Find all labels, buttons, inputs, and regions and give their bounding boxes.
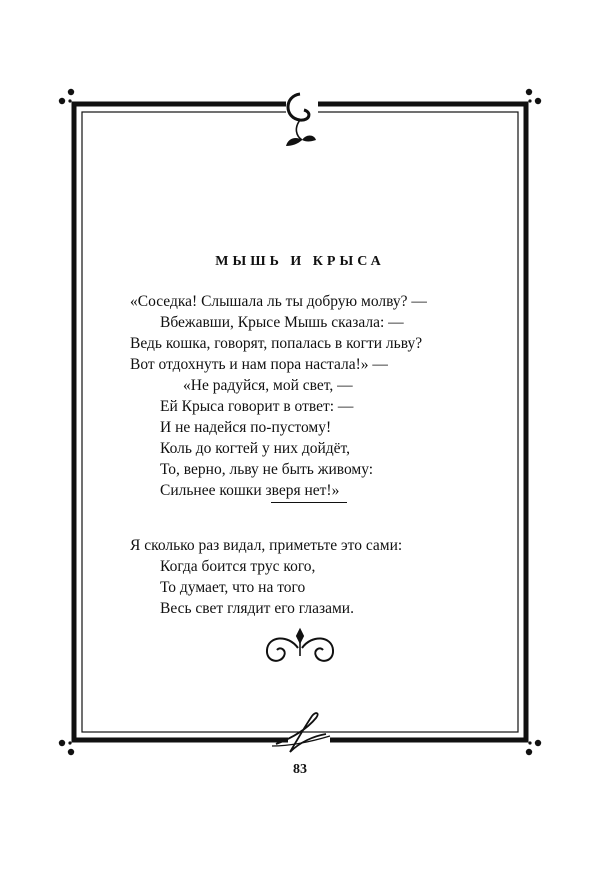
- page-number: 83: [293, 762, 307, 777]
- poem-line: Сильнее кошки зверя нет!»: [160, 482, 340, 499]
- scroll-flourish-icon: [286, 94, 318, 146]
- poem-line: «Соседка! Слышала ль ты добрую молву? —: [130, 293, 427, 310]
- poem-line: «Не радуйся, мой свет, —: [183, 377, 353, 394]
- poem-line: Ведь кошка, говорят, попалась в когти льву?: [130, 335, 423, 352]
- moral-line: Весь свет глядит его глазами.: [160, 600, 354, 617]
- heart-flourish-icon: [267, 630, 333, 661]
- poem-line: Вот отдохнуть и нам пора настала!» —: [130, 356, 388, 373]
- poem-line: То, верно, льву не быть живому:: [160, 461, 374, 478]
- poem-line: И не надейся по-пустому!: [160, 419, 332, 436]
- moral-line: Когда боится трус кого,: [160, 558, 316, 575]
- poem-title: МЫШЬ И КРЫСА: [215, 254, 385, 269]
- poem-line: Коль до когтей у них дойдёт,: [160, 440, 350, 457]
- section-divider: [271, 502, 347, 503]
- poem-line: Вбежавши, Крысе Мышь сказала: —: [160, 314, 404, 331]
- moral-line: Я сколько раз видал, приметьте это сами:: [130, 537, 403, 554]
- moral-line: То думает, что на того: [160, 579, 306, 596]
- poem-line: Ей Крыса говорит в ответ: —: [160, 398, 354, 415]
